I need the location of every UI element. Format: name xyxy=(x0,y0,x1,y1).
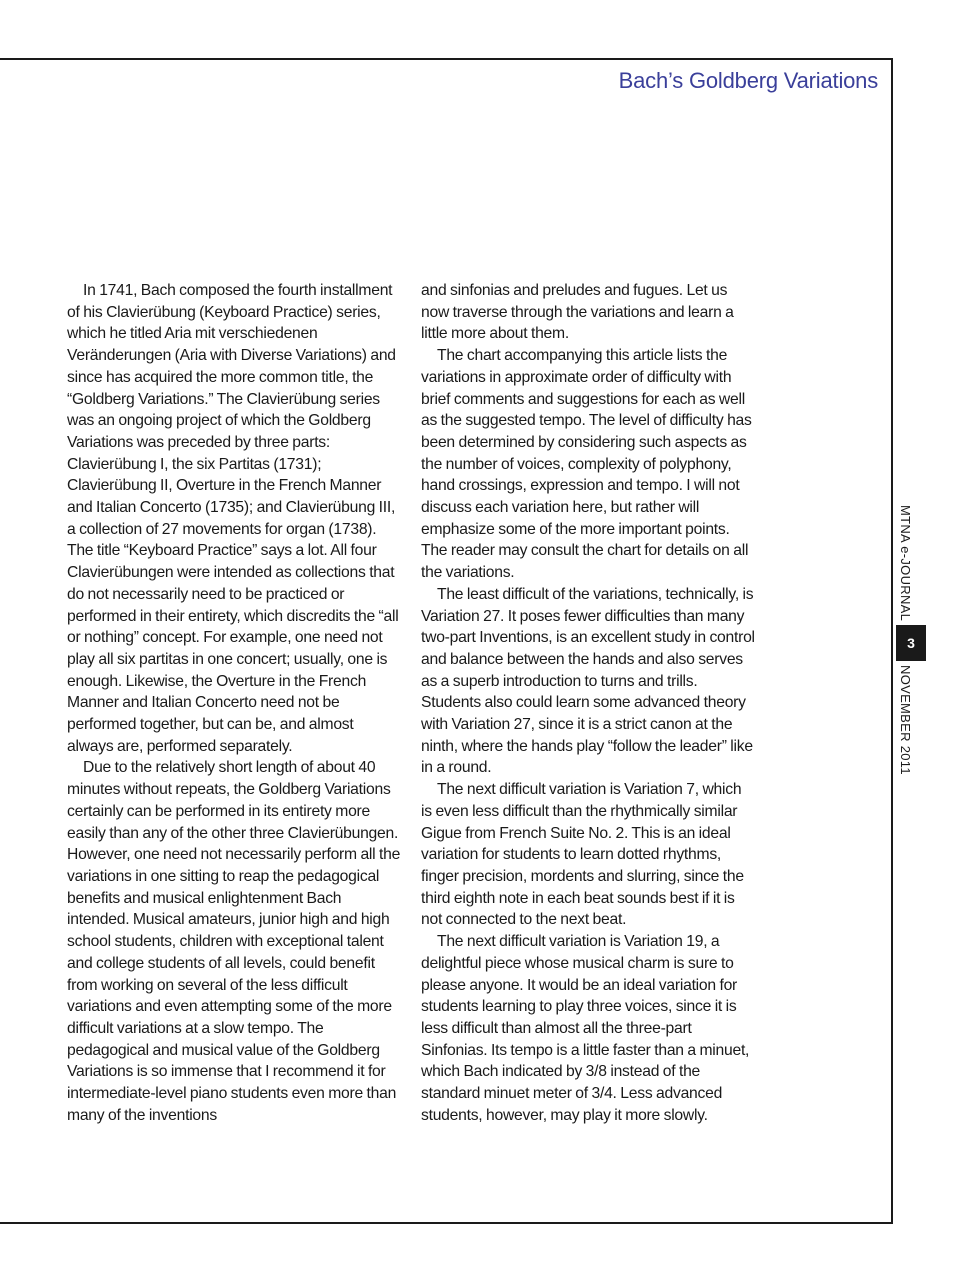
article-right-column xyxy=(421,280,755,1126)
issue-date: NOVEMBER 2011 xyxy=(898,665,913,775)
frame-right-rule xyxy=(891,58,893,1224)
running-title: Bach’s Goldberg Variations xyxy=(618,68,878,93)
article-paragraph: The least difficult of the variations, technically, is Variation 27. It poses fewer difficulties than many two-part Inventions, is an excellent study in control and balance between the hands and also serves as a superb introduction to turns and trills. Students also could learn some advanced theory with Variation 27, since it is a strict canon at the ninth, where the hands play “follow the leader” like in a round. xyxy=(421,585,755,777)
article-left-column xyxy=(67,280,401,1126)
frame-bottom-rule xyxy=(0,1222,893,1224)
article-paragraph: The chart accompanying this article lists the variations in approximate order of difficulty with brief comments and suggestions for each as well as the suggested tempo. The level of difficulty has been determined by considering such aspects as the number of voices, complexity of polyphony, hand crossings, expression and tempo. I will not discuss each variation here, but rather will emphasize some of the more important points. The reader may consult the chart for details on all the variations. xyxy=(421,347,752,582)
article-paragraph: Due to the relatively short length of about 40 minutes without repeats, the Goldberg Variations certainly can be performed in its entirety more easily than any of the other three Clavierübungen. However, one need not necessarily perform all the variations in one sitting to reap the pedagogical benefits and musical enlightenment Bach intended. Musical amateurs, junior high and high school students, children with exceptional talent and college students of all levels, could benefit from working on several of the less difficult variations and even attempting some of the more difficult variations at a slow tempo. The pedagogical and musical value of the Goldberg Variations is so immense that I recommend it for intermediate-level piano students even more than many of the inventions xyxy=(67,759,401,1124)
page-number: 3 xyxy=(896,625,926,661)
article-paragraph-continuation: and sinfonias and preludes and fugues. Let us now traverse through the variations and learn a little more about them. xyxy=(421,282,734,343)
journal-name: MTNA e-JOURNAL xyxy=(898,505,913,622)
article-paragraph: In 1741, Bach composed the fourth installment of his Clavierübung (Keyboard Practice) series, which he titled Aria mit verschiedenen Veränderungen (Aria with Diverse Variations) and since has acquired the more common title, the “Goldberg Variations.” The Clavierübung series was an ongoing project of which the Goldberg Variations was preceded by three parts: Clavierübung I, the six Partitas (1731); Clavierübung II, Overture in the French Manner and Italian Concerto (1735); and Clavierübung III, a collection of 27 movements for organ (1738). The title “Keyboard Practice” says a lot. All four Clavierübungen were intended as collections that do not necessarily need to be practiced or performed in their entirety, which discredits the “all or nothing” concept. For example, one need not play all six partitas in one concert; usually, one is enough. Likewise, the Overture in the French Manner and Italian Concerto need not be performed together, but can be, and almost always are, performed separately. xyxy=(67,282,399,755)
frame-top-rule xyxy=(0,58,893,60)
article-paragraph: The next difficult variation is Variation 19, a delightful piece whose musical charm is sure to please anyone. It would be an ideal variation for students learning to play three voices, since it is less difficult than almost all the three-part Sinfonias. Its tempo is a little faster than a minuet, which Bach indicated by 3/8 instead of the standard minuet meter of 3/4. Less advanced students, however, may play it more slowly. xyxy=(421,933,750,1124)
side-rail xyxy=(895,505,927,775)
article-paragraph: The next difficult variation is Variation 7, which is even less difficult than the rhythmically similar Gigue from French Suite No. 2. This is an ideal variation for students to learn dotted rhythms, finger precision, mordents and slurring, since the third eighth note in each beat sounds best if it is not connected to the next beat. xyxy=(421,781,744,929)
